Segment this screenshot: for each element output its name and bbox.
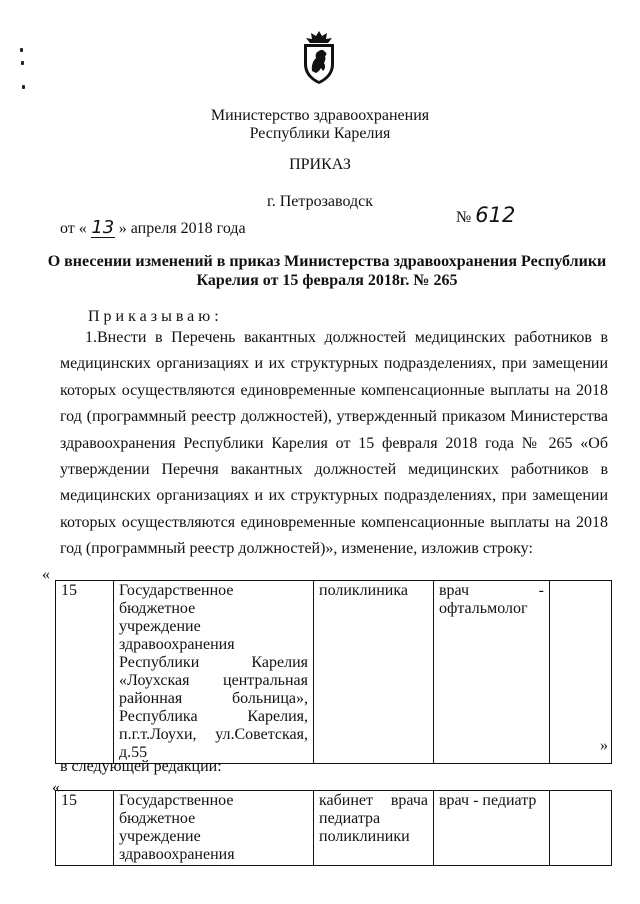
ministry-line-2: Республики Карелия [249,125,391,142]
handwritten-number: 612 [475,203,516,227]
table-row [56,791,612,866]
table-row [56,581,612,764]
row-number: 15 [56,581,114,764]
margin-mark [22,85,25,89]
unit-cell [314,791,434,866]
order-word: Приказываю: [88,308,223,325]
org-line: здравоохранения [119,636,235,653]
org-line: Республика Карелия, [119,708,308,725]
ministry-line-1: Министерство здравоохранения [210,107,430,124]
unit-line: поликлиники [319,828,410,845]
organization-cell [114,791,314,866]
date-prefix: от « [60,220,87,237]
document-type: ПРИКАЗ [289,156,351,173]
order-paragraph: 1.Внести в Перечень вакантных должностей медицинских работников в медицинских организациях и их структурных подразделениях, при замещении которых осуществляются единовременные компенсационные выплаты на 2018 год (программный реестр должностей), утвержденный приказом Министерства здравоохранения Республики Карелия от 15 февраля 2018 года № 265 «Об утверждении Перечня вакантных должностей медицинских работников в медицинских организациях и их структурных подразделениях, при замещении которых осуществляются единовременные компенсационные выплаты на 2018 год (программный реестр должностей)», изменение, изложив строку: [60,329,608,558]
order-subject [30,252,624,290]
org-line: Государственное бюджетное [119,792,234,827]
date-line [60,218,246,238]
position-line: врач - [439,582,544,599]
org-line: учреждение [119,828,201,845]
new-version-label: в следующей редакции: [60,758,222,775]
quote-close: » [600,737,608,754]
org-line: здравоохранения [119,846,235,863]
margin-mark [20,48,23,52]
ministry-name [0,107,640,143]
date-suffix: » апреля 2018 года [118,220,246,237]
unit-line: кабинет врача [319,792,428,809]
position-cell [434,581,550,764]
city: г. Петрозаводск [266,193,374,210]
quote-open: « [42,566,50,583]
number-label: № [456,209,472,226]
org-line: Республики Карелия [119,654,308,671]
unit-line: педиатра [319,810,381,827]
new-row-table [55,790,612,866]
margin-mark [21,61,24,65]
subject-line-2: Карелия от 15 февраля 2018г. № 265 [196,272,458,289]
organization-cell [114,581,314,764]
karelia-coat-of-arms-icon [298,30,340,86]
org-line: Государственное бюджетное [119,582,234,617]
org-line: д.55 [119,744,148,761]
org-line: п.г.т.Лоухи, ул.Советская, [119,726,308,743]
extra-cell [550,791,612,866]
org-line: учреждение [119,618,201,635]
handwritten-day: 13 [91,217,115,238]
position-line: офтальмолог [439,600,528,617]
row-number: 15 [56,791,114,866]
org-line: районная больница», [119,690,308,707]
old-row-table [55,580,612,764]
order-number [456,203,516,227]
subject-line-1: О внесении изменений в приказ Министерства здравоохранения Республики [47,253,607,270]
position-cell: врач - педиатр [434,791,550,866]
unit-cell: поликлиника [314,581,434,764]
org-line: «Лоухская центральная [119,672,308,689]
quote-open: « [52,779,60,796]
